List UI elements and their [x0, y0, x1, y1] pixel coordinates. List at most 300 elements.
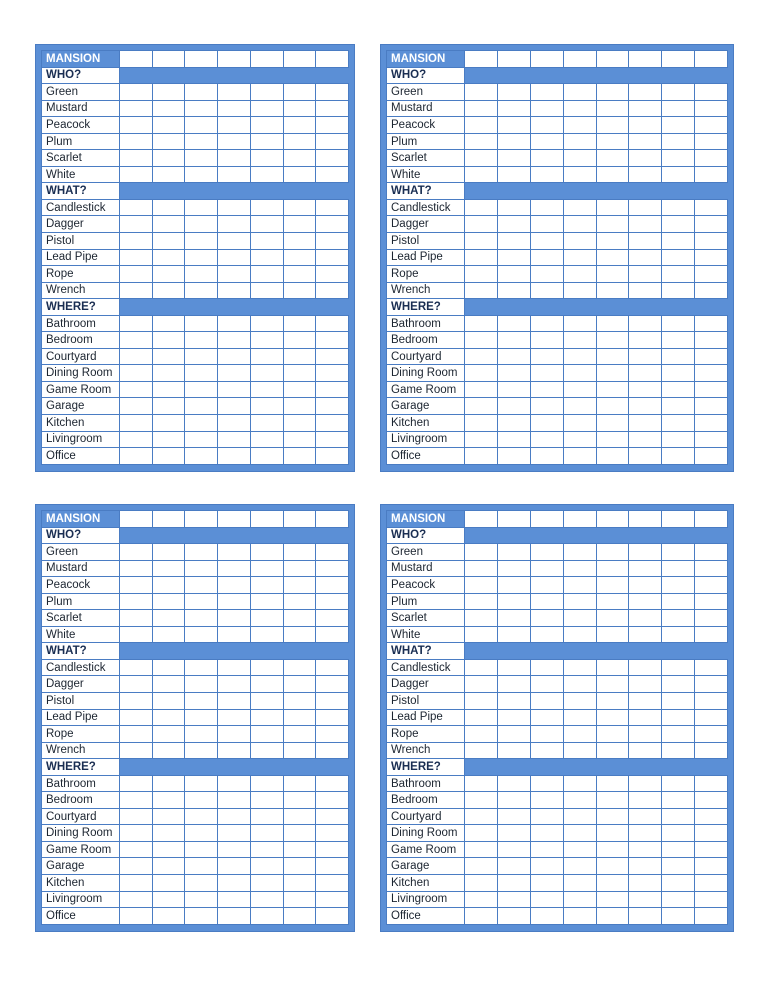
checkbox-cell[interactable] — [563, 544, 596, 561]
checkbox-cell[interactable] — [120, 282, 153, 299]
checkbox-cell[interactable] — [250, 166, 283, 183]
checkbox-cell[interactable] — [530, 315, 563, 332]
checkbox-cell[interactable] — [283, 593, 316, 610]
checkbox-cell[interactable] — [695, 891, 728, 908]
checkbox-cell[interactable] — [497, 249, 530, 266]
checkbox-cell[interactable] — [218, 577, 251, 594]
checkbox-cell[interactable] — [152, 166, 185, 183]
checkbox-cell[interactable] — [563, 448, 596, 465]
checkbox-cell[interactable] — [662, 875, 695, 892]
checkbox-cell[interactable] — [250, 216, 283, 233]
checkbox-cell[interactable] — [629, 577, 662, 594]
checkbox-cell[interactable] — [497, 415, 530, 432]
checkbox-cell[interactable] — [629, 659, 662, 676]
checkbox-cell[interactable] — [596, 825, 629, 842]
checkbox-cell[interactable] — [662, 610, 695, 627]
checkbox-cell[interactable] — [120, 709, 153, 726]
checkbox-cell[interactable] — [596, 775, 629, 792]
checkbox-cell[interactable] — [465, 332, 498, 349]
checkbox-cell[interactable] — [218, 381, 251, 398]
checkbox-cell[interactable] — [629, 133, 662, 150]
checkbox-cell[interactable] — [283, 693, 316, 710]
checkbox-cell[interactable] — [563, 626, 596, 643]
checkbox-cell[interactable] — [563, 266, 596, 283]
checkbox-cell[interactable] — [662, 84, 695, 101]
checkbox-cell[interactable] — [465, 726, 498, 743]
checkbox-cell[interactable] — [563, 249, 596, 266]
checkbox-cell[interactable] — [250, 365, 283, 382]
checkbox-cell[interactable] — [120, 577, 153, 594]
checkbox-cell[interactable] — [596, 560, 629, 577]
checkbox-cell[interactable] — [629, 315, 662, 332]
checkbox-cell[interactable] — [120, 381, 153, 398]
player-column-header-box[interactable] — [218, 511, 251, 528]
checkbox-cell[interactable] — [283, 775, 316, 792]
checkbox-cell[interactable] — [629, 858, 662, 875]
checkbox-cell[interactable] — [218, 808, 251, 825]
checkbox-cell[interactable] — [662, 117, 695, 134]
checkbox-cell[interactable] — [465, 544, 498, 561]
checkbox-cell[interactable] — [563, 100, 596, 117]
checkbox-cell[interactable] — [465, 709, 498, 726]
checkbox-cell[interactable] — [250, 266, 283, 283]
checkbox-cell[interactable] — [695, 266, 728, 283]
player-column-header-box[interactable] — [283, 511, 316, 528]
checkbox-cell[interactable] — [563, 742, 596, 759]
checkbox-cell[interactable] — [250, 792, 283, 809]
checkbox-cell[interactable] — [250, 100, 283, 117]
checkbox-cell[interactable] — [185, 792, 218, 809]
checkbox-cell[interactable] — [185, 841, 218, 858]
checkbox-cell[interactable] — [662, 348, 695, 365]
checkbox-cell[interactable] — [465, 199, 498, 216]
checkbox-cell[interactable] — [250, 315, 283, 332]
checkbox-cell[interactable] — [465, 150, 498, 167]
checkbox-cell[interactable] — [316, 199, 349, 216]
checkbox-cell[interactable] — [497, 577, 530, 594]
checkbox-cell[interactable] — [695, 133, 728, 150]
checkbox-cell[interactable] — [497, 560, 530, 577]
player-column-header-box[interactable] — [497, 51, 530, 68]
checkbox-cell[interactable] — [695, 709, 728, 726]
checkbox-cell[interactable] — [695, 875, 728, 892]
checkbox-cell[interactable] — [152, 891, 185, 908]
checkbox-cell[interactable] — [316, 133, 349, 150]
checkbox-cell[interactable] — [662, 332, 695, 349]
checkbox-cell[interactable] — [563, 891, 596, 908]
checkbox-cell[interactable] — [695, 348, 728, 365]
checkbox-cell[interactable] — [530, 610, 563, 627]
checkbox-cell[interactable] — [662, 908, 695, 925]
checkbox-cell[interactable] — [629, 908, 662, 925]
checkbox-cell[interactable] — [629, 560, 662, 577]
checkbox-cell[interactable] — [695, 593, 728, 610]
checkbox-cell[interactable] — [283, 348, 316, 365]
checkbox-cell[interactable] — [497, 593, 530, 610]
checkbox-cell[interactable] — [596, 448, 629, 465]
checkbox-cell[interactable] — [218, 792, 251, 809]
checkbox-cell[interactable] — [316, 825, 349, 842]
player-column-header-box[interactable] — [530, 51, 563, 68]
checkbox-cell[interactable] — [497, 875, 530, 892]
checkbox-cell[interactable] — [629, 84, 662, 101]
checkbox-cell[interactable] — [120, 775, 153, 792]
checkbox-cell[interactable] — [185, 199, 218, 216]
checkbox-cell[interactable] — [185, 150, 218, 167]
checkbox-cell[interactable] — [695, 117, 728, 134]
checkbox-cell[interactable] — [316, 626, 349, 643]
checkbox-cell[interactable] — [530, 332, 563, 349]
checkbox-cell[interactable] — [662, 216, 695, 233]
checkbox-cell[interactable] — [120, 676, 153, 693]
checkbox-cell[interactable] — [120, 841, 153, 858]
checkbox-cell[interactable] — [596, 808, 629, 825]
checkbox-cell[interactable] — [497, 808, 530, 825]
checkbox-cell[interactable] — [530, 577, 563, 594]
checkbox-cell[interactable] — [662, 709, 695, 726]
checkbox-cell[interactable] — [563, 315, 596, 332]
checkbox-cell[interactable] — [185, 593, 218, 610]
checkbox-cell[interactable] — [250, 875, 283, 892]
checkbox-cell[interactable] — [695, 100, 728, 117]
checkbox-cell[interactable] — [596, 315, 629, 332]
checkbox-cell[interactable] — [662, 249, 695, 266]
checkbox-cell[interactable] — [120, 808, 153, 825]
checkbox-cell[interactable] — [250, 775, 283, 792]
checkbox-cell[interactable] — [596, 365, 629, 382]
checkbox-cell[interactable] — [283, 676, 316, 693]
checkbox-cell[interactable] — [530, 100, 563, 117]
checkbox-cell[interactable] — [497, 775, 530, 792]
checkbox-cell[interactable] — [465, 315, 498, 332]
checkbox-cell[interactable] — [283, 709, 316, 726]
checkbox-cell[interactable] — [283, 199, 316, 216]
checkbox-cell[interactable] — [316, 891, 349, 908]
checkbox-cell[interactable] — [316, 775, 349, 792]
checkbox-cell[interactable] — [152, 659, 185, 676]
checkbox-cell[interactable] — [152, 199, 185, 216]
checkbox-cell[interactable] — [316, 659, 349, 676]
checkbox-cell[interactable] — [563, 431, 596, 448]
player-column-header-box[interactable] — [152, 51, 185, 68]
player-column-header-box[interactable] — [465, 511, 498, 528]
checkbox-cell[interactable] — [596, 792, 629, 809]
checkbox-cell[interactable] — [185, 249, 218, 266]
checkbox-cell[interactable] — [316, 100, 349, 117]
checkbox-cell[interactable] — [218, 726, 251, 743]
checkbox-cell[interactable] — [563, 858, 596, 875]
checkbox-cell[interactable] — [695, 825, 728, 842]
checkbox-cell[interactable] — [120, 199, 153, 216]
checkbox-cell[interactable] — [185, 610, 218, 627]
checkbox-cell[interactable] — [152, 431, 185, 448]
checkbox-cell[interactable] — [497, 84, 530, 101]
checkbox-cell[interactable] — [283, 742, 316, 759]
checkbox-cell[interactable] — [596, 610, 629, 627]
checkbox-cell[interactable] — [695, 431, 728, 448]
checkbox-cell[interactable] — [530, 216, 563, 233]
player-column-header-box[interactable] — [316, 51, 349, 68]
checkbox-cell[interactable] — [530, 544, 563, 561]
checkbox-cell[interactable] — [596, 709, 629, 726]
checkbox-cell[interactable] — [596, 544, 629, 561]
checkbox-cell[interactable] — [120, 133, 153, 150]
checkbox-cell[interactable] — [563, 166, 596, 183]
checkbox-cell[interactable] — [283, 825, 316, 842]
checkbox-cell[interactable] — [152, 808, 185, 825]
checkbox-cell[interactable] — [283, 431, 316, 448]
checkbox-cell[interactable] — [662, 858, 695, 875]
checkbox-cell[interactable] — [316, 593, 349, 610]
checkbox-cell[interactable] — [563, 332, 596, 349]
checkbox-cell[interactable] — [497, 610, 530, 627]
checkbox-cell[interactable] — [497, 216, 530, 233]
checkbox-cell[interactable] — [530, 233, 563, 250]
checkbox-cell[interactable] — [185, 415, 218, 432]
checkbox-cell[interactable] — [152, 381, 185, 398]
checkbox-cell[interactable] — [152, 841, 185, 858]
checkbox-cell[interactable] — [662, 808, 695, 825]
checkbox-cell[interactable] — [250, 84, 283, 101]
checkbox-cell[interactable] — [497, 365, 530, 382]
checkbox-cell[interactable] — [283, 117, 316, 134]
checkbox-cell[interactable] — [465, 891, 498, 908]
checkbox-cell[interactable] — [596, 742, 629, 759]
checkbox-cell[interactable] — [465, 825, 498, 842]
checkbox-cell[interactable] — [695, 693, 728, 710]
player-column-header-box[interactable] — [662, 51, 695, 68]
checkbox-cell[interactable] — [596, 726, 629, 743]
checkbox-cell[interactable] — [120, 891, 153, 908]
checkbox-cell[interactable] — [316, 875, 349, 892]
checkbox-cell[interactable] — [250, 282, 283, 299]
checkbox-cell[interactable] — [662, 448, 695, 465]
checkbox-cell[interactable] — [152, 398, 185, 415]
player-column-header-box[interactable] — [629, 511, 662, 528]
checkbox-cell[interactable] — [563, 216, 596, 233]
checkbox-cell[interactable] — [120, 117, 153, 134]
checkbox-cell[interactable] — [185, 891, 218, 908]
checkbox-cell[interactable] — [316, 415, 349, 432]
checkbox-cell[interactable] — [662, 233, 695, 250]
checkbox-cell[interactable] — [316, 315, 349, 332]
checkbox-cell[interactable] — [596, 626, 629, 643]
checkbox-cell[interactable] — [596, 676, 629, 693]
checkbox-cell[interactable] — [185, 216, 218, 233]
checkbox-cell[interactable] — [695, 381, 728, 398]
checkbox-cell[interactable] — [152, 84, 185, 101]
checkbox-cell[interactable] — [283, 249, 316, 266]
checkbox-cell[interactable] — [596, 381, 629, 398]
checkbox-cell[interactable] — [563, 233, 596, 250]
checkbox-cell[interactable] — [316, 431, 349, 448]
checkbox-cell[interactable] — [563, 693, 596, 710]
checkbox-cell[interactable] — [596, 150, 629, 167]
player-column-header-box[interactable] — [497, 511, 530, 528]
checkbox-cell[interactable] — [152, 282, 185, 299]
checkbox-cell[interactable] — [152, 792, 185, 809]
checkbox-cell[interactable] — [283, 398, 316, 415]
checkbox-cell[interactable] — [185, 84, 218, 101]
checkbox-cell[interactable] — [629, 332, 662, 349]
checkbox-cell[interactable] — [662, 398, 695, 415]
checkbox-cell[interactable] — [497, 825, 530, 842]
checkbox-cell[interactable] — [662, 577, 695, 594]
checkbox-cell[interactable] — [120, 693, 153, 710]
checkbox-cell[interactable] — [316, 266, 349, 283]
checkbox-cell[interactable] — [530, 415, 563, 432]
checkbox-cell[interactable] — [152, 742, 185, 759]
checkbox-cell[interactable] — [185, 676, 218, 693]
checkbox-cell[interactable] — [662, 693, 695, 710]
checkbox-cell[interactable] — [152, 875, 185, 892]
checkbox-cell[interactable] — [530, 282, 563, 299]
checkbox-cell[interactable] — [465, 249, 498, 266]
checkbox-cell[interactable] — [629, 381, 662, 398]
checkbox-cell[interactable] — [185, 858, 218, 875]
checkbox-cell[interactable] — [250, 891, 283, 908]
checkbox-cell[interactable] — [465, 775, 498, 792]
checkbox-cell[interactable] — [185, 166, 218, 183]
checkbox-cell[interactable] — [662, 891, 695, 908]
checkbox-cell[interactable] — [218, 593, 251, 610]
checkbox-cell[interactable] — [465, 365, 498, 382]
checkbox-cell[interactable] — [250, 610, 283, 627]
checkbox-cell[interactable] — [185, 431, 218, 448]
checkbox-cell[interactable] — [250, 676, 283, 693]
checkbox-cell[interactable] — [250, 709, 283, 726]
checkbox-cell[interactable] — [497, 709, 530, 726]
checkbox-cell[interactable] — [152, 610, 185, 627]
checkbox-cell[interactable] — [629, 544, 662, 561]
checkbox-cell[interactable] — [283, 100, 316, 117]
checkbox-cell[interactable] — [530, 792, 563, 809]
checkbox-cell[interactable] — [596, 891, 629, 908]
checkbox-cell[interactable] — [662, 792, 695, 809]
checkbox-cell[interactable] — [316, 365, 349, 382]
checkbox-cell[interactable] — [283, 610, 316, 627]
checkbox-cell[interactable] — [283, 560, 316, 577]
checkbox-cell[interactable] — [120, 166, 153, 183]
checkbox-cell[interactable] — [185, 332, 218, 349]
checkbox-cell[interactable] — [465, 858, 498, 875]
checkbox-cell[interactable] — [283, 891, 316, 908]
checkbox-cell[interactable] — [497, 233, 530, 250]
checkbox-cell[interactable] — [563, 825, 596, 842]
checkbox-cell[interactable] — [530, 709, 563, 726]
checkbox-cell[interactable] — [695, 166, 728, 183]
checkbox-cell[interactable] — [497, 332, 530, 349]
checkbox-cell[interactable] — [629, 726, 662, 743]
player-column-header-box[interactable] — [596, 511, 629, 528]
checkbox-cell[interactable] — [250, 381, 283, 398]
checkbox-cell[interactable] — [316, 808, 349, 825]
checkbox-cell[interactable] — [218, 166, 251, 183]
checkbox-cell[interactable] — [152, 908, 185, 925]
checkbox-cell[interactable] — [695, 282, 728, 299]
player-column-header-box[interactable] — [316, 511, 349, 528]
checkbox-cell[interactable] — [218, 825, 251, 842]
checkbox-cell[interactable] — [465, 233, 498, 250]
checkbox-cell[interactable] — [250, 560, 283, 577]
checkbox-cell[interactable] — [465, 133, 498, 150]
checkbox-cell[interactable] — [695, 398, 728, 415]
checkbox-cell[interactable] — [629, 775, 662, 792]
checkbox-cell[interactable] — [283, 282, 316, 299]
checkbox-cell[interactable] — [185, 348, 218, 365]
checkbox-cell[interactable] — [218, 199, 251, 216]
checkbox-cell[interactable] — [530, 398, 563, 415]
checkbox-cell[interactable] — [218, 560, 251, 577]
checkbox-cell[interactable] — [629, 676, 662, 693]
checkbox-cell[interactable] — [218, 282, 251, 299]
checkbox-cell[interactable] — [662, 133, 695, 150]
checkbox-cell[interactable] — [185, 100, 218, 117]
checkbox-cell[interactable] — [316, 448, 349, 465]
checkbox-cell[interactable] — [695, 332, 728, 349]
checkbox-cell[interactable] — [250, 233, 283, 250]
checkbox-cell[interactable] — [465, 626, 498, 643]
checkbox-cell[interactable] — [465, 348, 498, 365]
checkbox-cell[interactable] — [497, 398, 530, 415]
checkbox-cell[interactable] — [218, 216, 251, 233]
checkbox-cell[interactable] — [120, 431, 153, 448]
checkbox-cell[interactable] — [662, 415, 695, 432]
checkbox-cell[interactable] — [218, 775, 251, 792]
checkbox-cell[interactable] — [283, 166, 316, 183]
checkbox-cell[interactable] — [497, 133, 530, 150]
checkbox-cell[interactable] — [218, 315, 251, 332]
checkbox-cell[interactable] — [152, 100, 185, 117]
checkbox-cell[interactable] — [596, 348, 629, 365]
checkbox-cell[interactable] — [530, 841, 563, 858]
checkbox-cell[interactable] — [530, 560, 563, 577]
checkbox-cell[interactable] — [465, 398, 498, 415]
checkbox-cell[interactable] — [662, 100, 695, 117]
checkbox-cell[interactable] — [530, 249, 563, 266]
checkbox-cell[interactable] — [596, 858, 629, 875]
checkbox-cell[interactable] — [152, 593, 185, 610]
checkbox-cell[interactable] — [629, 593, 662, 610]
checkbox-cell[interactable] — [185, 398, 218, 415]
checkbox-cell[interactable] — [185, 233, 218, 250]
checkbox-cell[interactable] — [218, 100, 251, 117]
checkbox-cell[interactable] — [185, 908, 218, 925]
checkbox-cell[interactable] — [662, 742, 695, 759]
checkbox-cell[interactable] — [465, 84, 498, 101]
checkbox-cell[interactable] — [497, 742, 530, 759]
checkbox-cell[interactable] — [629, 365, 662, 382]
checkbox-cell[interactable] — [185, 775, 218, 792]
checkbox-cell[interactable] — [250, 415, 283, 432]
checkbox-cell[interactable] — [152, 560, 185, 577]
checkbox-cell[interactable] — [283, 577, 316, 594]
checkbox-cell[interactable] — [465, 875, 498, 892]
checkbox-cell[interactable] — [596, 398, 629, 415]
checkbox-cell[interactable] — [695, 249, 728, 266]
checkbox-cell[interactable] — [316, 841, 349, 858]
checkbox-cell[interactable] — [120, 233, 153, 250]
checkbox-cell[interactable] — [563, 676, 596, 693]
checkbox-cell[interactable] — [695, 610, 728, 627]
checkbox-cell[interactable] — [596, 659, 629, 676]
checkbox-cell[interactable] — [662, 841, 695, 858]
checkbox-cell[interactable] — [596, 233, 629, 250]
checkbox-cell[interactable] — [218, 84, 251, 101]
checkbox-cell[interactable] — [530, 593, 563, 610]
checkbox-cell[interactable] — [250, 332, 283, 349]
checkbox-cell[interactable] — [695, 315, 728, 332]
